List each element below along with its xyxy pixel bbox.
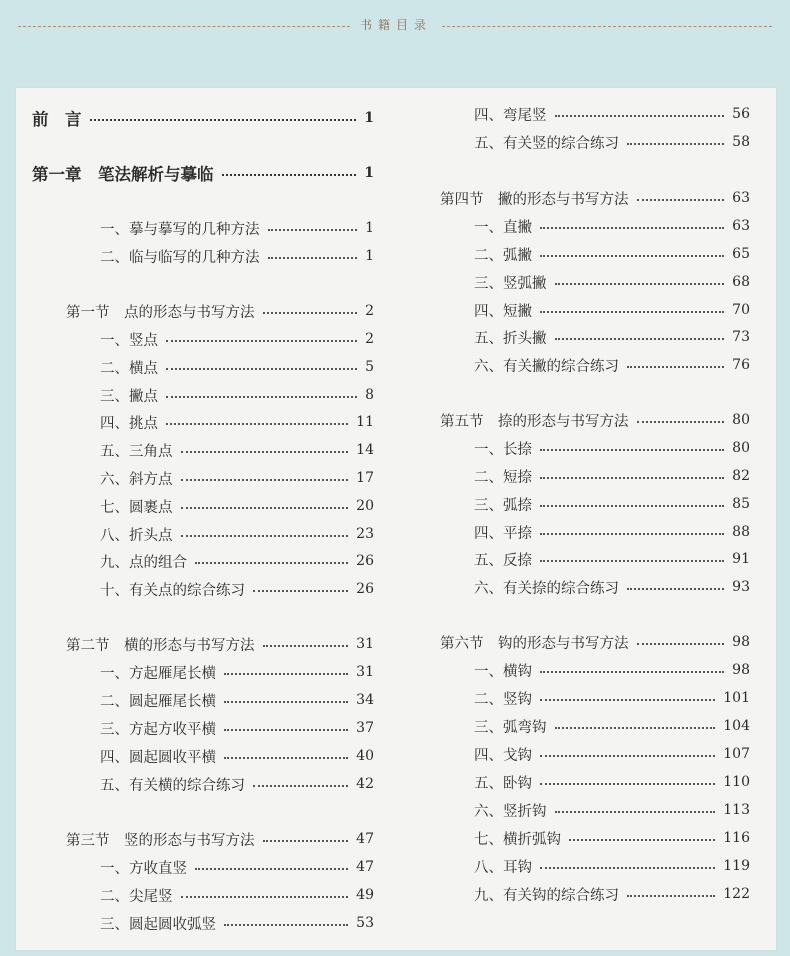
- leader-dots: [166, 340, 357, 342]
- toc-page-number: 1: [365, 220, 374, 236]
- leader-dots: [540, 533, 724, 535]
- toc-page-number: 116: [723, 830, 750, 846]
- leader-dots: [540, 255, 724, 257]
- toc-label: 十、有关点的综合练习: [100, 582, 245, 599]
- leader-dots: [637, 643, 725, 645]
- leader-dots: [90, 119, 357, 121]
- toc-entry[interactable]: [100, 327, 374, 351]
- toc-page-number: 113: [723, 802, 750, 818]
- divider-left: [18, 26, 350, 27]
- leader-dots: [166, 368, 357, 370]
- toc-entry[interactable]: [440, 630, 750, 654]
- toc-page-number: 93: [732, 579, 750, 595]
- toc-label: 一、直撇: [474, 219, 532, 236]
- toc-page-number: 107: [723, 746, 750, 762]
- leader-dots: [195, 562, 348, 564]
- toc-entry[interactable]: [474, 325, 750, 349]
- toc-page-number: 37: [356, 720, 374, 736]
- leader-dots: [555, 338, 725, 340]
- toc-page-number: 58: [732, 134, 750, 150]
- toc-label: 一、横钩: [474, 663, 532, 680]
- leader-dots: [540, 505, 724, 507]
- leader-dots: [555, 727, 716, 729]
- leader-dots: [540, 671, 724, 673]
- toc-label: 第三节 竖的形态与书写方法: [66, 832, 255, 849]
- leader-dots: [627, 366, 724, 368]
- leader-dots: [555, 115, 725, 117]
- toc-entry[interactable]: [100, 911, 374, 935]
- toc-entry[interactable]: [100, 549, 374, 573]
- toc-label: 五、有关横的综合练习: [100, 777, 245, 794]
- toc-label: 六、斜方点: [100, 471, 173, 488]
- toc-label: 一、竖点: [100, 332, 158, 349]
- toc-entry[interactable]: [474, 353, 750, 377]
- toc-entry[interactable]: [440, 186, 750, 210]
- toc-entry[interactable]: [440, 408, 750, 432]
- toc-label: 五、折头撇: [474, 330, 547, 347]
- toc-page-number: 91: [732, 551, 750, 567]
- toc-entry[interactable]: [32, 106, 374, 130]
- leader-dots: [224, 924, 348, 926]
- leader-dots: [540, 311, 724, 313]
- toc-label: 五、有关竖的综合练习: [474, 135, 619, 152]
- toc-page-number: 14: [356, 442, 374, 458]
- toc-label: 五、卧钩: [474, 775, 532, 792]
- toc-page-number: 110: [723, 774, 750, 790]
- leader-dots: [268, 257, 358, 259]
- toc-label: 六、有关捺的综合练习: [474, 580, 619, 597]
- leader-dots: [540, 477, 724, 479]
- toc-entry[interactable]: [474, 102, 750, 126]
- toc-entry[interactable]: [474, 270, 750, 294]
- toc-label: 一、摹与摹写的几种方法: [100, 221, 260, 238]
- toc-entry[interactable]: [474, 130, 750, 154]
- toc-page-number: 63: [732, 190, 750, 206]
- toc-page-number: 11: [356, 414, 374, 430]
- toc-page-number: 65: [732, 246, 750, 262]
- leader-dots: [540, 449, 724, 451]
- toc-label: 第四节 撇的形态与书写方法: [440, 191, 629, 208]
- leader-dots: [263, 312, 358, 314]
- toc-page-number: 1: [364, 110, 374, 126]
- toc-page-number: 31: [356, 664, 374, 680]
- leader-dots: [540, 783, 715, 785]
- toc-page-number: 47: [356, 831, 374, 847]
- toc-entry[interactable]: [474, 547, 750, 571]
- toc-label: 一、方起雁尾长横: [100, 665, 216, 682]
- toc-label: 四、挑点: [100, 415, 158, 432]
- leader-dots: [268, 229, 358, 231]
- toc-entry[interactable]: [66, 827, 374, 851]
- toc-page-number: 119: [723, 858, 750, 874]
- toc-entry[interactable]: [66, 299, 374, 323]
- toc-label: 二、横点: [100, 360, 158, 377]
- toc-page-number: 56: [732, 106, 750, 122]
- toc-label: 四、圆起圆收平横: [100, 749, 216, 766]
- toc-entry[interactable]: [100, 466, 374, 490]
- toc-entry[interactable]: [474, 826, 750, 850]
- toc-page-number: 20: [356, 498, 374, 514]
- leader-dots: [253, 590, 348, 592]
- leader-dots: [181, 479, 349, 481]
- toc-page-number: 49: [356, 887, 374, 903]
- leader-dots: [253, 785, 348, 787]
- toc-label: 二、弧撇: [474, 247, 532, 264]
- toc-label: 五、反捺: [474, 552, 532, 569]
- toc-entry[interactable]: [100, 883, 374, 907]
- toc-page-number: 26: [356, 553, 374, 569]
- toc-label: 四、弯尾竖: [474, 107, 547, 124]
- toc-entry[interactable]: [66, 632, 374, 656]
- toc-label: 六、竖折钩: [474, 803, 547, 820]
- leader-dots: [224, 757, 348, 759]
- toc-page-number: 23: [356, 526, 374, 542]
- toc-entry[interactable]: [100, 688, 374, 712]
- toc-entry[interactable]: [474, 242, 750, 266]
- toc-label: 第五节 捺的形态与书写方法: [440, 413, 629, 430]
- toc-entry[interactable]: [100, 522, 374, 546]
- leader-dots: [540, 755, 715, 757]
- leader-dots: [627, 588, 724, 590]
- toc-label: 二、圆起雁尾长横: [100, 693, 216, 710]
- toc-entry[interactable]: [100, 855, 374, 879]
- toc-entry[interactable]: [100, 383, 374, 407]
- toc-page-number: 5: [365, 359, 374, 375]
- toc-entry[interactable]: [474, 798, 750, 822]
- toc-label: 九、有关钩的综合练习: [474, 887, 619, 904]
- leader-dots: [181, 535, 349, 537]
- toc-entry[interactable]: [474, 742, 750, 766]
- toc-label: 七、横折弧钩: [474, 831, 561, 848]
- toc-label: 第一章 笔法解析与摹临: [32, 165, 214, 184]
- leader-dots: [540, 699, 715, 701]
- toc-entry[interactable]: [474, 436, 750, 460]
- toc-page-number: 34: [356, 692, 374, 708]
- toc-label: 四、平捺: [474, 525, 532, 542]
- leader-dots: [637, 421, 725, 423]
- toc-label: 二、短捺: [474, 469, 532, 486]
- toc-entry[interactable]: [474, 298, 750, 322]
- toc-label: 七、圆裹点: [100, 499, 173, 516]
- divider-right: [442, 26, 772, 27]
- toc-label: 前 言: [32, 110, 82, 129]
- toc-page-number: 1: [365, 248, 374, 264]
- toc-entry[interactable]: [474, 658, 750, 682]
- leader-dots: [627, 895, 715, 897]
- leader-dots: [166, 396, 357, 398]
- toc-entry[interactable]: [100, 716, 374, 740]
- toc-label: 四、戈钩: [474, 747, 532, 764]
- toc-page-number: 85: [732, 496, 750, 512]
- header-banner: [0, 0, 790, 52]
- toc-page-number: 47: [356, 859, 374, 875]
- toc-label: 一、方收直竖: [100, 860, 187, 877]
- leader-dots: [224, 729, 348, 731]
- toc-entry[interactable]: [474, 686, 750, 710]
- toc-entry[interactable]: [474, 575, 750, 599]
- toc-page-number: 122: [723, 886, 750, 902]
- toc-entry[interactable]: [474, 854, 750, 878]
- toc-label: 三、方起方收平横: [100, 721, 216, 738]
- toc-page-number: 101: [723, 690, 750, 706]
- toc-page-number: 104: [723, 718, 750, 734]
- leader-dots: [555, 283, 725, 285]
- toc-entry[interactable]: [32, 161, 374, 185]
- toc-page-number: 73: [732, 329, 750, 345]
- leader-dots: [224, 673, 348, 675]
- toc-entry[interactable]: [474, 492, 750, 516]
- toc-page-number: 63: [732, 218, 750, 234]
- page-title: 书籍目录: [359, 18, 432, 32]
- toc-entry[interactable]: [474, 714, 750, 738]
- toc-page-number: 53: [356, 915, 374, 931]
- toc-entry[interactable]: [100, 577, 374, 601]
- leader-dots: [224, 701, 348, 703]
- toc-page-number: 40: [356, 748, 374, 764]
- leader-dots: [540, 560, 724, 562]
- leader-dots: [540, 867, 715, 869]
- toc-page-number: 82: [732, 468, 750, 484]
- toc-page-number: 31: [356, 636, 374, 652]
- toc-page-number: 26: [356, 581, 374, 597]
- leader-dots: [540, 227, 724, 229]
- leader-dots: [263, 840, 349, 842]
- toc-label: 五、三角点: [100, 443, 173, 460]
- toc-entry[interactable]: [100, 660, 374, 684]
- toc-page-number: 98: [732, 634, 750, 650]
- leader-dots: [555, 811, 716, 813]
- toc-page-number: 76: [732, 357, 750, 373]
- toc-entry[interactable]: [474, 882, 750, 906]
- leader-dots: [181, 507, 349, 509]
- toc-label: 第二节 横的形态与书写方法: [66, 637, 255, 654]
- toc-label: 九、点的组合: [100, 554, 187, 571]
- toc-page-number: 70: [732, 302, 750, 318]
- toc-entry[interactable]: [474, 214, 750, 238]
- leader-dots: [181, 451, 349, 453]
- toc-label: 三、弧弯钩: [474, 719, 547, 736]
- leader-dots: [263, 645, 349, 647]
- leader-dots: [627, 143, 724, 145]
- toc-entry[interactable]: [100, 744, 374, 768]
- toc-page-number: 68: [732, 274, 750, 290]
- leader-dots: [569, 839, 715, 841]
- toc-page-number: 42: [356, 776, 374, 792]
- toc-page-number: 2: [365, 303, 374, 319]
- toc-page-number: 1: [364, 165, 374, 181]
- toc-label: 八、耳钩: [474, 859, 532, 876]
- toc-label: 第六节 钩的形态与书写方法: [440, 635, 629, 652]
- toc-entry[interactable]: [100, 216, 374, 240]
- toc-page-number: 80: [732, 440, 750, 456]
- toc-label: 三、撇点: [100, 388, 158, 405]
- toc-page-number: 88: [732, 524, 750, 540]
- toc-label: 三、圆起圆收弧竖: [100, 916, 216, 933]
- toc-label: 六、有关撇的综合练习: [474, 358, 619, 375]
- toc-label: 八、折头点: [100, 527, 173, 544]
- toc-label: 三、竖弧撇: [474, 275, 547, 292]
- toc-label: 一、长捺: [474, 441, 532, 458]
- toc-entry[interactable]: [100, 355, 374, 379]
- toc-page-number: 98: [732, 662, 750, 678]
- toc-page-number: 80: [732, 412, 750, 428]
- toc-page-number: 8: [365, 387, 374, 403]
- toc-label: 第一节 点的形态与书写方法: [66, 304, 255, 321]
- toc-entry[interactable]: [474, 770, 750, 794]
- toc-label: 二、尖尾竖: [100, 888, 173, 905]
- toc-label: 三、弧捺: [474, 497, 532, 514]
- leader-dots: [222, 174, 357, 176]
- toc-entry[interactable]: [474, 520, 750, 544]
- leader-dots: [637, 199, 725, 201]
- leader-dots: [195, 868, 348, 870]
- toc-label: 四、短撇: [474, 303, 532, 320]
- toc-page: [16, 88, 776, 950]
- leader-dots: [166, 423, 348, 425]
- toc-entry[interactable]: [100, 410, 374, 434]
- toc-label: 二、临与临写的几种方法: [100, 249, 260, 266]
- toc-page-number: 17: [356, 470, 374, 486]
- toc-entry[interactable]: [100, 438, 374, 462]
- toc-entry[interactable]: [100, 494, 374, 518]
- toc-entry[interactable]: [100, 772, 374, 796]
- toc-page-number: 2: [365, 331, 374, 347]
- toc-entry[interactable]: [474, 464, 750, 488]
- toc-entry[interactable]: [100, 244, 374, 268]
- leader-dots: [181, 896, 349, 898]
- toc-label: 二、竖钩: [474, 691, 532, 708]
